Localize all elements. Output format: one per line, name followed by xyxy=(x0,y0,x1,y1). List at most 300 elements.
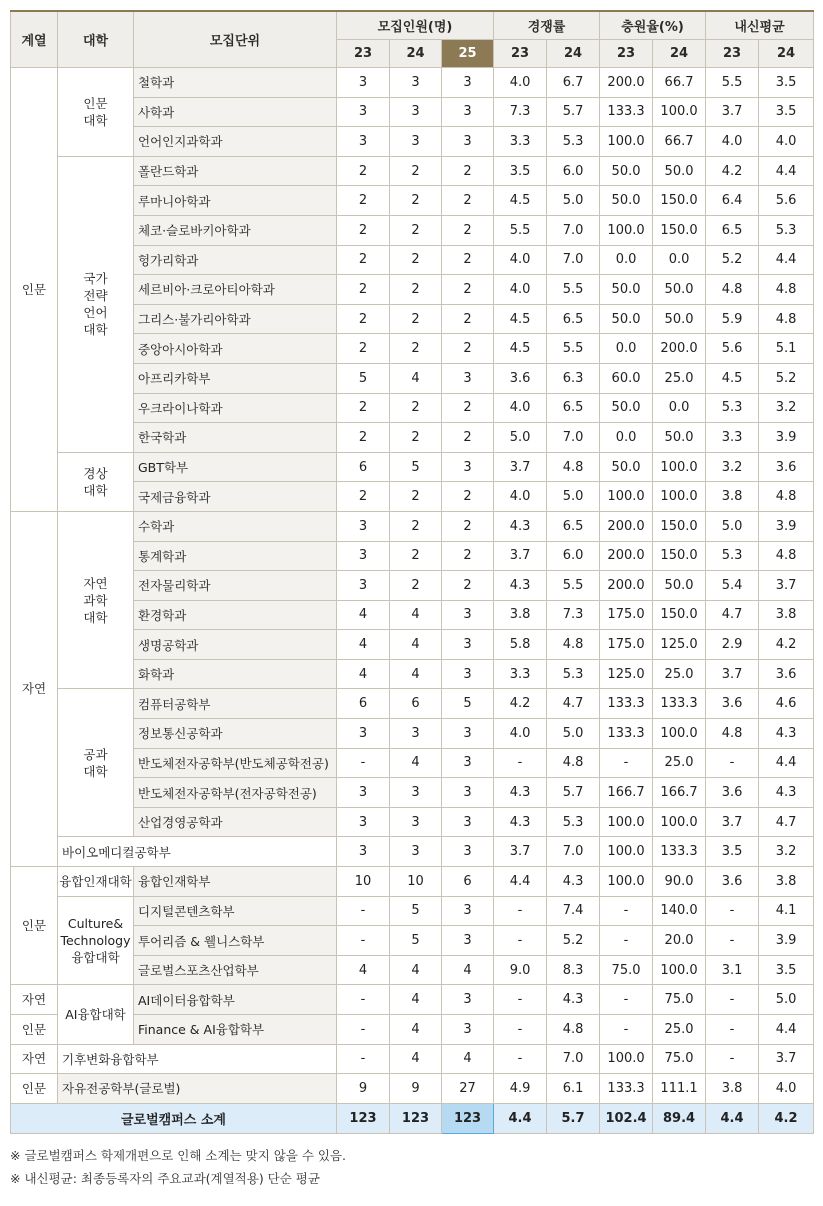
value-cell: 3 xyxy=(442,719,494,749)
value-cell: 50.0 xyxy=(653,423,706,453)
value-cell: 100.0 xyxy=(653,955,706,985)
table-row xyxy=(11,867,814,897)
summary-value: 4.4 xyxy=(494,1103,547,1133)
unit-cell: AI데이터융합학부 xyxy=(134,985,337,1015)
value-cell: 2 xyxy=(337,334,390,364)
value-cell: 5 xyxy=(390,452,442,482)
value-cell: 4.8 xyxy=(759,541,814,571)
value-cell: 5 xyxy=(390,926,442,956)
unit-cell: Finance & AI융합학부 xyxy=(134,1015,337,1045)
value-cell: 4.7 xyxy=(759,807,814,837)
value-cell: 150.0 xyxy=(653,541,706,571)
value-cell: 3.7 xyxy=(706,659,759,689)
value-cell: 5.1 xyxy=(759,334,814,364)
value-cell: 100.0 xyxy=(653,482,706,512)
value-cell: 66.7 xyxy=(653,127,706,157)
header-year: 23 xyxy=(600,40,653,68)
value-cell: 2 xyxy=(390,571,442,601)
value-cell: 50.0 xyxy=(600,452,653,482)
field-cell: 인문 xyxy=(11,867,58,985)
value-cell: 50.0 xyxy=(653,304,706,334)
value-cell: 125.0 xyxy=(600,659,653,689)
value-cell: 4.3 xyxy=(759,778,814,808)
value-cell: 4.4 xyxy=(759,156,814,186)
value-cell: 25.0 xyxy=(653,748,706,778)
value-cell: 4 xyxy=(442,1044,494,1074)
value-cell: 4.2 xyxy=(494,689,547,719)
value-cell: 3 xyxy=(442,630,494,660)
value-cell: 25.0 xyxy=(653,659,706,689)
unit-cell: 사학과 xyxy=(134,97,337,127)
summary-value: 102.4 xyxy=(600,1103,653,1133)
unit-cell: 디지털콘텐츠학부 xyxy=(134,896,337,926)
value-cell: 4.5 xyxy=(494,304,547,334)
value-cell: 4.3 xyxy=(547,867,600,897)
value-cell: 3.6 xyxy=(706,867,759,897)
value-cell: 4.9 xyxy=(494,1074,547,1104)
summary-value: 123 xyxy=(390,1103,442,1133)
unit-cell: 통계학과 xyxy=(134,541,337,571)
field-cell: 인문 xyxy=(11,1074,58,1104)
value-cell: 3.1 xyxy=(706,955,759,985)
unit-cell: 반도체전자공학부(반도체공학전공) xyxy=(134,748,337,778)
footnote: ※ 내신평균: 최종등록자의 주요교과(계열적용) 단순 평균 xyxy=(10,1170,320,1186)
value-cell: 66.7 xyxy=(653,68,706,98)
table-row xyxy=(11,511,814,541)
value-cell: - xyxy=(337,1015,390,1045)
value-cell: 3 xyxy=(337,719,390,749)
value-cell: 4.2 xyxy=(706,156,759,186)
table-row xyxy=(11,156,814,186)
value-cell: - xyxy=(600,926,653,956)
unit-cell: 언어인지과학과 xyxy=(134,127,337,157)
value-cell: 5.2 xyxy=(706,245,759,275)
value-cell: 0.0 xyxy=(600,334,653,364)
value-cell: 200.0 xyxy=(600,571,653,601)
value-cell: 2 xyxy=(442,393,494,423)
value-cell: 100.0 xyxy=(600,837,653,867)
value-cell: 6.0 xyxy=(547,156,600,186)
value-cell: 3 xyxy=(390,68,442,98)
value-cell: 2 xyxy=(390,423,442,453)
header-year-highlight: 25 xyxy=(442,40,494,68)
value-cell: 100.0 xyxy=(600,482,653,512)
value-cell: 5.0 xyxy=(547,719,600,749)
value-cell: 3.7 xyxy=(759,571,814,601)
value-cell: 3.8 xyxy=(706,1074,759,1104)
value-cell: 0.0 xyxy=(600,245,653,275)
value-cell: 200.0 xyxy=(600,511,653,541)
value-cell: 7.0 xyxy=(547,837,600,867)
college-name-line: 국가 xyxy=(83,271,108,287)
college-name-line: Culture& xyxy=(67,916,124,932)
college-cell xyxy=(58,511,134,689)
college-name-line: Technology xyxy=(60,933,131,949)
value-cell: 5 xyxy=(337,363,390,393)
value-cell: 3 xyxy=(337,511,390,541)
unit-cell: 세르비아·크로아티아학과 xyxy=(134,275,337,305)
value-cell: 3.2 xyxy=(759,837,814,867)
value-cell: 6.5 xyxy=(547,511,600,541)
value-cell: 4.8 xyxy=(706,275,759,305)
value-cell: 100.0 xyxy=(653,807,706,837)
value-cell: 2 xyxy=(390,215,442,245)
summary-value: 5.7 xyxy=(547,1103,600,1133)
value-cell: 4 xyxy=(390,363,442,393)
field-cell: 자연 xyxy=(11,1044,58,1074)
value-cell: 3 xyxy=(390,97,442,127)
value-cell: 50.0 xyxy=(653,275,706,305)
header-year: 24 xyxy=(390,40,442,68)
value-cell: 150.0 xyxy=(653,215,706,245)
value-cell: 3 xyxy=(337,837,390,867)
value-cell: 3 xyxy=(442,452,494,482)
value-cell: 3.7 xyxy=(494,541,547,571)
value-cell: 9 xyxy=(390,1074,442,1104)
value-cell: 3 xyxy=(337,541,390,571)
admission-table-container xyxy=(10,10,813,1190)
value-cell: 2 xyxy=(337,423,390,453)
value-cell: 5 xyxy=(390,896,442,926)
value-cell: 7.0 xyxy=(547,423,600,453)
value-cell: 2 xyxy=(337,215,390,245)
value-cell: - xyxy=(706,1015,759,1045)
value-cell: 3.6 xyxy=(706,778,759,808)
college-name-line: 대학 xyxy=(83,322,108,338)
unit-cell: 철학과 xyxy=(134,68,337,98)
value-cell: 6 xyxy=(337,452,390,482)
value-cell: 4.0 xyxy=(706,127,759,157)
value-cell: 4.0 xyxy=(494,719,547,749)
value-cell: 25.0 xyxy=(653,1015,706,1045)
table-row xyxy=(11,985,814,1015)
value-cell: 75.0 xyxy=(653,985,706,1015)
unit-cell: 화학과 xyxy=(134,659,337,689)
field-cell: 인문 xyxy=(11,1015,58,1045)
value-cell: 5.2 xyxy=(759,363,814,393)
value-cell: 2 xyxy=(337,482,390,512)
value-cell: - xyxy=(494,896,547,926)
college-name-line: 대학 xyxy=(83,763,108,779)
value-cell: 3.7 xyxy=(759,1044,814,1074)
value-cell: 4 xyxy=(337,630,390,660)
value-cell: 6 xyxy=(390,689,442,719)
college-name-line: 전략 xyxy=(83,288,108,304)
value-cell: 8.3 xyxy=(547,955,600,985)
college-cell xyxy=(58,452,134,511)
value-cell: - xyxy=(706,926,759,956)
value-cell: - xyxy=(706,985,759,1015)
value-cell: 5.0 xyxy=(706,511,759,541)
value-cell: 4.8 xyxy=(547,748,600,778)
value-cell: 100.0 xyxy=(653,719,706,749)
summary-value: 4.4 xyxy=(706,1103,759,1133)
value-cell: 125.0 xyxy=(653,630,706,660)
value-cell: 6.5 xyxy=(706,215,759,245)
value-cell: - xyxy=(337,748,390,778)
unit-cell: GBT학부 xyxy=(134,452,337,482)
value-cell: 2 xyxy=(337,186,390,216)
footnote: ※ 글로벌캠퍼스 학제개편으로 인해 소계는 맞지 않을 수 있음. xyxy=(10,1147,347,1163)
unit-cell: 국제금융학과 xyxy=(134,482,337,512)
unit-cell: 정보통신공학과 xyxy=(134,719,337,749)
value-cell: 5.3 xyxy=(547,659,600,689)
value-cell: 4.3 xyxy=(494,511,547,541)
value-cell: 2 xyxy=(442,571,494,601)
value-cell: 2 xyxy=(390,541,442,571)
value-cell: 5.8 xyxy=(494,630,547,660)
value-cell: 5.0 xyxy=(759,985,814,1015)
unit-cell: 수학과 xyxy=(134,511,337,541)
value-cell: 4.3 xyxy=(547,985,600,1015)
value-cell: 2 xyxy=(337,245,390,275)
value-cell: 2 xyxy=(390,482,442,512)
value-cell: 133.3 xyxy=(600,97,653,127)
value-cell: 150.0 xyxy=(653,186,706,216)
summary-value: 123 xyxy=(337,1103,390,1133)
value-cell: - xyxy=(337,985,390,1015)
value-cell: 3 xyxy=(442,1015,494,1045)
value-cell: 0.0 xyxy=(600,423,653,453)
value-cell: 3 xyxy=(442,926,494,956)
unit-cell: 산업경영공학과 xyxy=(134,807,337,837)
value-cell: 3.3 xyxy=(494,659,547,689)
college-cell: AI융합대학 xyxy=(58,985,134,1044)
value-cell: 2 xyxy=(442,511,494,541)
value-cell: - xyxy=(706,896,759,926)
value-cell: 6.1 xyxy=(547,1074,600,1104)
value-cell: 5.5 xyxy=(494,215,547,245)
field-cell: 인문 xyxy=(11,68,58,512)
value-cell: 175.0 xyxy=(600,600,653,630)
value-cell: 4.0 xyxy=(759,127,814,157)
value-cell: 133.3 xyxy=(600,689,653,719)
value-cell: 3 xyxy=(390,127,442,157)
value-cell: 10 xyxy=(390,867,442,897)
value-cell: 3 xyxy=(442,985,494,1015)
header-year: 23 xyxy=(706,40,759,68)
value-cell: 3.6 xyxy=(706,689,759,719)
value-cell: 3 xyxy=(442,127,494,157)
table-row xyxy=(11,689,814,719)
footnotes xyxy=(10,1144,813,1190)
header-year: 23 xyxy=(337,40,390,68)
value-cell: 4.0 xyxy=(759,1074,814,1104)
value-cell: 20.0 xyxy=(653,926,706,956)
value-cell: 3.5 xyxy=(759,97,814,127)
value-cell: 3.6 xyxy=(759,659,814,689)
college-name-line: 대학 xyxy=(83,112,108,128)
college-unit-cell: 바이오메디컬공학부 xyxy=(58,837,337,867)
value-cell: 6.5 xyxy=(547,304,600,334)
value-cell: 4 xyxy=(337,600,390,630)
value-cell: - xyxy=(494,1044,547,1074)
admission-stats-table xyxy=(10,10,814,1134)
header-grade-avg: 내신평균 xyxy=(706,11,814,40)
value-cell: 5.4 xyxy=(706,571,759,601)
value-cell: 50.0 xyxy=(653,571,706,601)
value-cell: 2 xyxy=(337,275,390,305)
unit-cell: 반도체전자공학부(전자공학전공) xyxy=(134,778,337,808)
value-cell: 3.7 xyxy=(494,452,547,482)
value-cell: 4.5 xyxy=(494,334,547,364)
unit-cell: 루마니아학과 xyxy=(134,186,337,216)
value-cell: 3.9 xyxy=(759,926,814,956)
value-cell: 2 xyxy=(442,541,494,571)
value-cell: 4.4 xyxy=(759,245,814,275)
value-cell: 4.3 xyxy=(494,807,547,837)
value-cell: 3.2 xyxy=(706,452,759,482)
header-competition: 경쟁률 xyxy=(494,11,600,40)
value-cell: 5.3 xyxy=(706,393,759,423)
college-unit-cell: 기후변화융합학부 xyxy=(58,1044,337,1074)
value-cell: 3.6 xyxy=(759,452,814,482)
value-cell: 200.0 xyxy=(600,68,653,98)
value-cell: 3 xyxy=(390,837,442,867)
summary-value: 4.2 xyxy=(759,1103,814,1133)
field-cell: 자연 xyxy=(11,985,58,1015)
value-cell: 4.3 xyxy=(494,571,547,601)
value-cell: 5.3 xyxy=(547,807,600,837)
value-cell: 150.0 xyxy=(653,511,706,541)
college-name-line: 경상 xyxy=(83,465,108,481)
value-cell: 7.3 xyxy=(494,97,547,127)
value-cell: 10 xyxy=(337,867,390,897)
header-field: 계열 xyxy=(11,11,58,68)
value-cell: 6.3 xyxy=(547,363,600,393)
value-cell: 4 xyxy=(337,955,390,985)
header-year: 24 xyxy=(547,40,600,68)
value-cell: 5.2 xyxy=(547,926,600,956)
value-cell: 4.0 xyxy=(494,482,547,512)
college-unit-cell: 자유전공학부(글로벌) xyxy=(58,1074,337,1104)
value-cell: 3 xyxy=(337,571,390,601)
unit-cell: 글로벌스포츠산업학부 xyxy=(134,955,337,985)
value-cell: 100.0 xyxy=(653,97,706,127)
value-cell: 3 xyxy=(442,837,494,867)
value-cell: 5.3 xyxy=(547,127,600,157)
table-row xyxy=(11,1044,814,1074)
college-cell: 융합인재대학 xyxy=(58,867,134,897)
value-cell: 50.0 xyxy=(653,156,706,186)
value-cell: 4.8 xyxy=(759,275,814,305)
value-cell: 2 xyxy=(442,275,494,305)
value-cell: - xyxy=(337,926,390,956)
value-cell: 4.7 xyxy=(706,600,759,630)
header-fill-rate: 충원율(%) xyxy=(600,11,706,40)
college-cell xyxy=(58,68,134,157)
summary-label: 글로벌캠퍼스 소계 xyxy=(11,1103,337,1133)
value-cell: 50.0 xyxy=(600,393,653,423)
unit-cell: 체코·슬로바키아학과 xyxy=(134,215,337,245)
value-cell: 3.7 xyxy=(706,807,759,837)
value-cell: 133.3 xyxy=(600,719,653,749)
field-cell: 자연 xyxy=(11,511,58,866)
value-cell: 4.1 xyxy=(759,896,814,926)
value-cell: 2 xyxy=(442,156,494,186)
unit-cell: 그리스·불가리아학과 xyxy=(134,304,337,334)
value-cell: 5.6 xyxy=(759,186,814,216)
value-cell: 2 xyxy=(442,423,494,453)
unit-cell: 아프리카학부 xyxy=(134,363,337,393)
value-cell: 4 xyxy=(442,955,494,985)
value-cell: 200.0 xyxy=(653,334,706,364)
value-cell: - xyxy=(600,985,653,1015)
table-row xyxy=(11,68,814,98)
value-cell: 5.5 xyxy=(547,275,600,305)
summary-value: 89.4 xyxy=(653,1103,706,1133)
table-row xyxy=(11,837,814,867)
value-cell: 3.7 xyxy=(494,837,547,867)
unit-cell: 헝가리학과 xyxy=(134,245,337,275)
value-cell: 75.0 xyxy=(653,1044,706,1074)
value-cell: 4.5 xyxy=(706,363,759,393)
summary-value: 123 xyxy=(442,1103,494,1133)
value-cell: - xyxy=(337,896,390,926)
value-cell: 5.7 xyxy=(547,778,600,808)
value-cell: 3 xyxy=(442,600,494,630)
value-cell: 3.8 xyxy=(706,482,759,512)
value-cell: 133.3 xyxy=(600,1074,653,1104)
value-cell: 5 xyxy=(442,689,494,719)
value-cell: 2 xyxy=(390,156,442,186)
college-name-line: 자연 xyxy=(83,575,108,591)
value-cell: 3 xyxy=(337,778,390,808)
value-cell: 5.3 xyxy=(759,215,814,245)
value-cell: 2 xyxy=(390,511,442,541)
value-cell: 4.2 xyxy=(759,630,814,660)
value-cell: 0.0 xyxy=(653,245,706,275)
value-cell: 3 xyxy=(442,778,494,808)
value-cell: 3.5 xyxy=(494,156,547,186)
college-name-line: 대학 xyxy=(83,609,108,625)
value-cell: 4.4 xyxy=(759,748,814,778)
header-year: 23 xyxy=(494,40,547,68)
value-cell: 6 xyxy=(442,867,494,897)
value-cell: 50.0 xyxy=(600,275,653,305)
value-cell: 5.0 xyxy=(547,482,600,512)
value-cell: 175.0 xyxy=(600,630,653,660)
value-cell: 7.0 xyxy=(547,245,600,275)
value-cell: 4.0 xyxy=(494,245,547,275)
value-cell: 2 xyxy=(337,393,390,423)
value-cell: 4.8 xyxy=(547,1015,600,1045)
value-cell: 133.3 xyxy=(653,689,706,719)
value-cell: 4.7 xyxy=(547,689,600,719)
value-cell: 4 xyxy=(390,659,442,689)
value-cell: 100.0 xyxy=(600,807,653,837)
value-cell: 4.4 xyxy=(759,1015,814,1045)
value-cell: 9 xyxy=(337,1074,390,1104)
value-cell: 3.2 xyxy=(759,393,814,423)
unit-cell: 투어리즘 & 웰니스학부 xyxy=(134,926,337,956)
value-cell: 3 xyxy=(442,807,494,837)
value-cell: 6.5 xyxy=(547,393,600,423)
value-cell: 3 xyxy=(390,778,442,808)
value-cell: 166.7 xyxy=(600,778,653,808)
value-cell: 3 xyxy=(442,68,494,98)
value-cell: 3 xyxy=(442,748,494,778)
value-cell: - xyxy=(337,1044,390,1074)
value-cell: 2 xyxy=(442,482,494,512)
value-cell: 4 xyxy=(390,1044,442,1074)
value-cell: 4.8 xyxy=(706,719,759,749)
value-cell: 4.0 xyxy=(494,393,547,423)
value-cell: 4 xyxy=(390,630,442,660)
unit-cell: 중앙아시아학과 xyxy=(134,334,337,364)
value-cell: 2.9 xyxy=(706,630,759,660)
value-cell: 75.0 xyxy=(600,955,653,985)
